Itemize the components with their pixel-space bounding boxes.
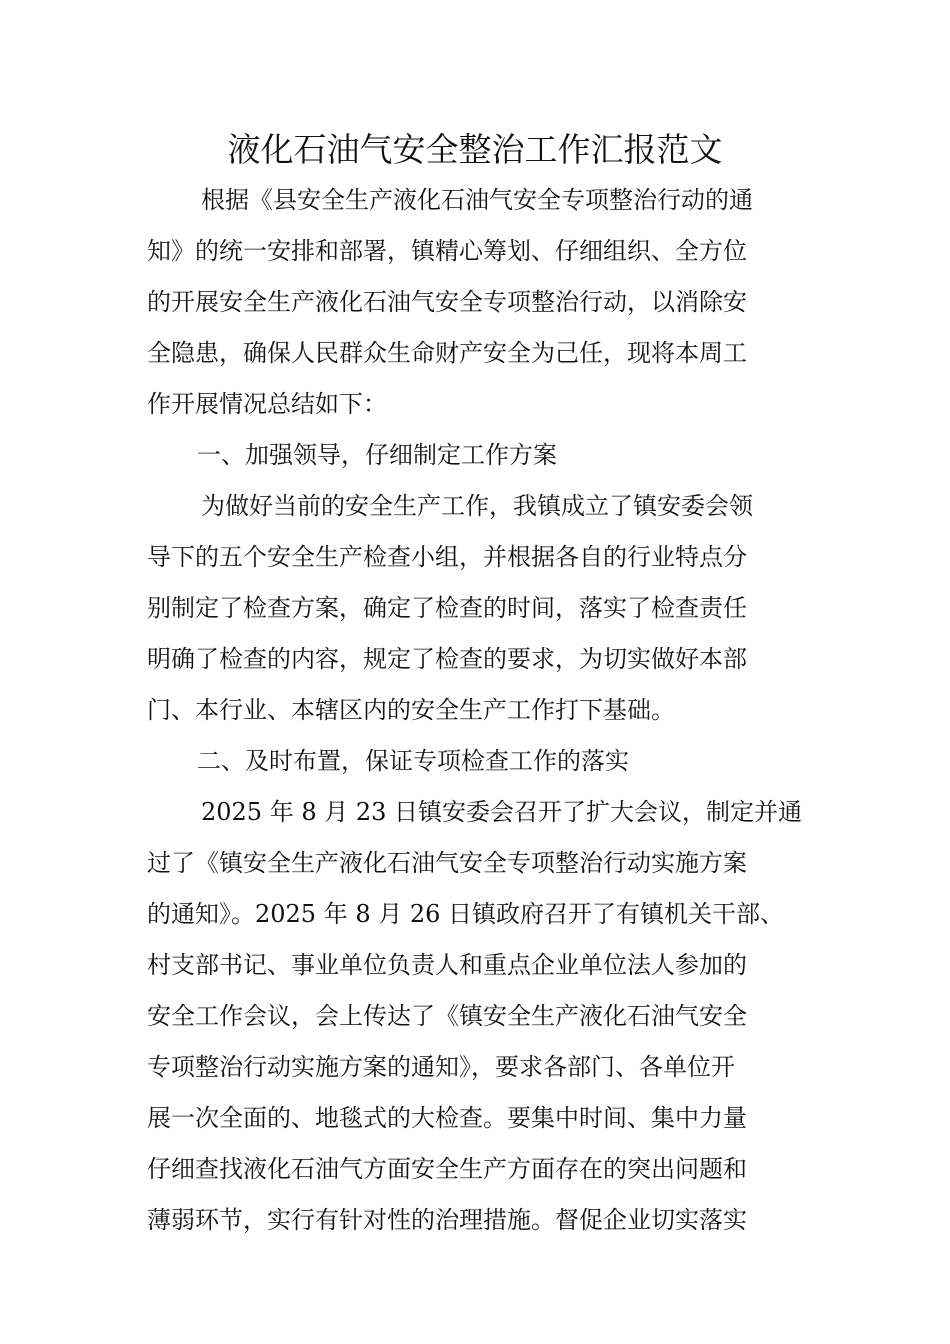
document-body [147, 175, 807, 1246]
paragraph-line: 知》的统一安排和部署，镇精心筹划、仔细组织、全方位 [147, 237, 747, 265]
paragraph-line: 安全工作会议，会上传达了《镇安全生产液化石油气安全 [147, 1002, 747, 1030]
paragraph-line: 的通知》。2025 年 8 月 26 日镇政府召开了有镇机关干部、 [147, 900, 785, 928]
paragraph-line: 导下的五个安全生产检查小组，并根据各自的行业特点分 [147, 543, 747, 571]
paragraph-line: 别制定了检查方案，确定了检查的时间，落实了检查责任 [147, 594, 747, 622]
paragraph-line: 明确了检查的内容，规定了检查的要求，为切实做好本部 [147, 645, 747, 673]
paragraph-line: 村支部书记、事业单位负责人和重点企业单位法人参加的 [147, 951, 747, 979]
paragraph-line: 2025 年 8 月 23 日镇安委会召开了扩大会议，制定并通 [201, 798, 803, 826]
paragraph-line: 仔细查找液化石油气方面安全生产方面存在的突出问题和 [147, 1155, 747, 1183]
paragraph-line: 门、本行业、本辖区内的安全生产工作打下基础。 [147, 696, 675, 724]
paragraph-line: 的开展安全生产液化石油气安全专项整治行动，以消除安 [147, 288, 747, 316]
paragraph-line: 根据《县安全生产液化石油气安全专项整治行动的通 [201, 186, 753, 214]
paragraph-line: 薄弱环节，实行有针对性的治理措施。督促企业切实落实 [147, 1206, 747, 1234]
paragraph-line: 全隐患，确保人民群众生命财产安全为己任，现将本周工 [147, 339, 747, 367]
paragraph-line: 专项整治行动实施方案的通知》，要求各部门、各单位开 [147, 1053, 735, 1081]
section-heading: 二、及时布置，保证专项检查工作的落实 [197, 747, 629, 775]
paragraph-line: 过了《镇安全生产液化石油气安全专项整治行动实施方案 [147, 849, 747, 877]
paragraph-line: 作开展情况总结如下： [147, 390, 387, 418]
document-title: 液化石油气安全整治工作汇报范文 [227, 130, 723, 169]
section-heading: 一、加强领导，仔细制定工作方案 [197, 441, 557, 469]
paragraph-line: 为做好当前的安全生产工作，我镇成立了镇安委会领 [201, 492, 753, 520]
paragraph-line: 展一次全面的、地毯式的大检查。要集中时间、集中力量 [147, 1104, 747, 1132]
